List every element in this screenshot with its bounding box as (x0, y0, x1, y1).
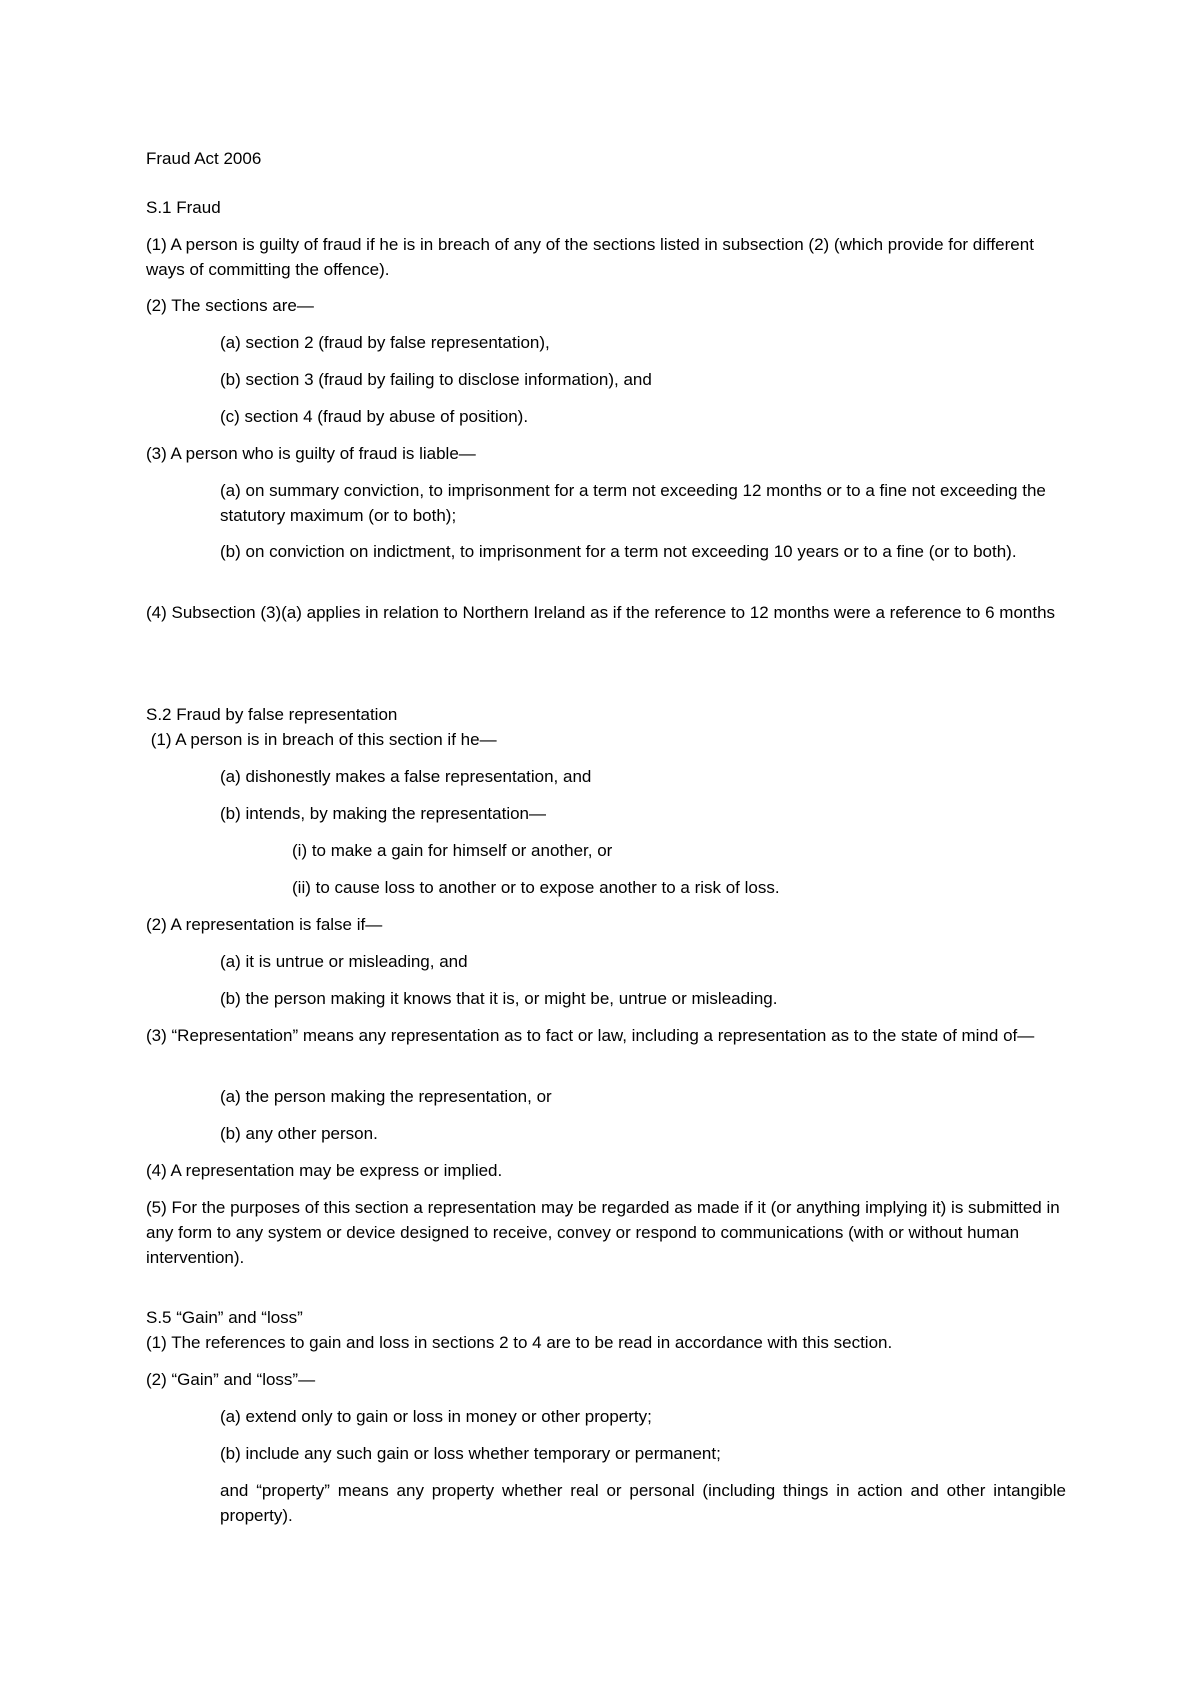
s2-subsection-1b-i: (i) to make a gain for himself or another, or (292, 841, 613, 860)
s1-subsection-3: (3) A person who is guilty of fraud is liable— (146, 444, 476, 463)
s2-subsection-1b: (b) intends, by making the representation— (220, 804, 547, 823)
s1-subsection-4: (4) Subsection (3)(a) applies in relation to Northern Ireland as if the reference to 12 months were a reference to 6 months (146, 603, 1056, 622)
s5-property-definition: and “property” means any property whether real or personal (including things in action and other intangible property). (220, 1481, 1066, 1525)
s2-subsection-1a: (a) dishonestly makes a false representation, and (220, 767, 592, 786)
section-5-heading: S.5 “Gain” and “loss” (146, 1308, 303, 1327)
section-1-heading: S.1 Fraud (146, 198, 221, 217)
s5-subsection-1: (1) The references to gain and loss in sections 2 to 4 are to be read in accordance with this section. (146, 1333, 893, 1352)
s1-subsection-2b: (b) section 3 (fraud by failing to disclose information), and (220, 370, 652, 389)
s1-subsection-1: (1) A person is guilty of fraud if he is in breach of any of the sections listed in subsection (2) (which provide for different ways of committing the offence). (146, 235, 1034, 279)
s1-subsection-2c: (c) section 4 (fraud by abuse of position). (220, 407, 529, 426)
s5-subsection-2b: (b) include any such gain or loss whether temporary or permanent; (220, 1444, 721, 1463)
s1-subsection-3a: (a) on summary conviction, to imprisonment for a term not exceeding 12 months or to a fine not exceeding the statutory maximum (or to both); (220, 481, 1046, 525)
s2-subsection-2a: (a) it is untrue or misleading, and (220, 952, 468, 971)
s2-subsection-2b: (b) the person making it knows that it is, or might be, untrue or misleading. (220, 989, 778, 1008)
s1-subsection-2a: (a) section 2 (fraud by false representation), (220, 333, 550, 352)
s1-subsection-2: (2) The sections are— (146, 296, 314, 315)
s1-subsection-3b: (b) on conviction on indictment, to imprisonment for a term not exceeding 10 years or to a fine (or to both). (220, 542, 1017, 561)
s5-subsection-2: (2) “Gain” and “loss”— (146, 1370, 316, 1389)
s2-subsection-1b-ii: (ii) to cause loss to another or to expose another to a risk of loss. (292, 878, 780, 897)
s5-subsection-2a: (a) extend only to gain or loss in money or other property; (220, 1407, 652, 1426)
s2-subsection-3a: (a) the person making the representation, or (220, 1087, 552, 1106)
s2-subsection-3b: (b) any other person. (220, 1124, 378, 1143)
s2-subsection-5: (5) For the purposes of this section a representation may be regarded as made if it (or anything implying it) is submitted in any form to any system or device designed to receive, convey or respond to communications (with or without human intervention). (146, 1198, 1060, 1267)
section-2-heading: S.2 Fraud by false representation (146, 705, 398, 724)
document-title: Fraud Act 2006 (146, 149, 262, 168)
s2-subsection-3: (3) “Representation” means any representation as to fact or law, including a representation as to the state of mind of— (146, 1026, 1035, 1045)
s2-subsection-4: (4) A representation may be express or implied. (146, 1161, 503, 1180)
s2-subsection-2: (2) A representation is false if— (146, 915, 383, 934)
s2-subsection-1: (1) A person is in breach of this section if he— (146, 730, 497, 749)
